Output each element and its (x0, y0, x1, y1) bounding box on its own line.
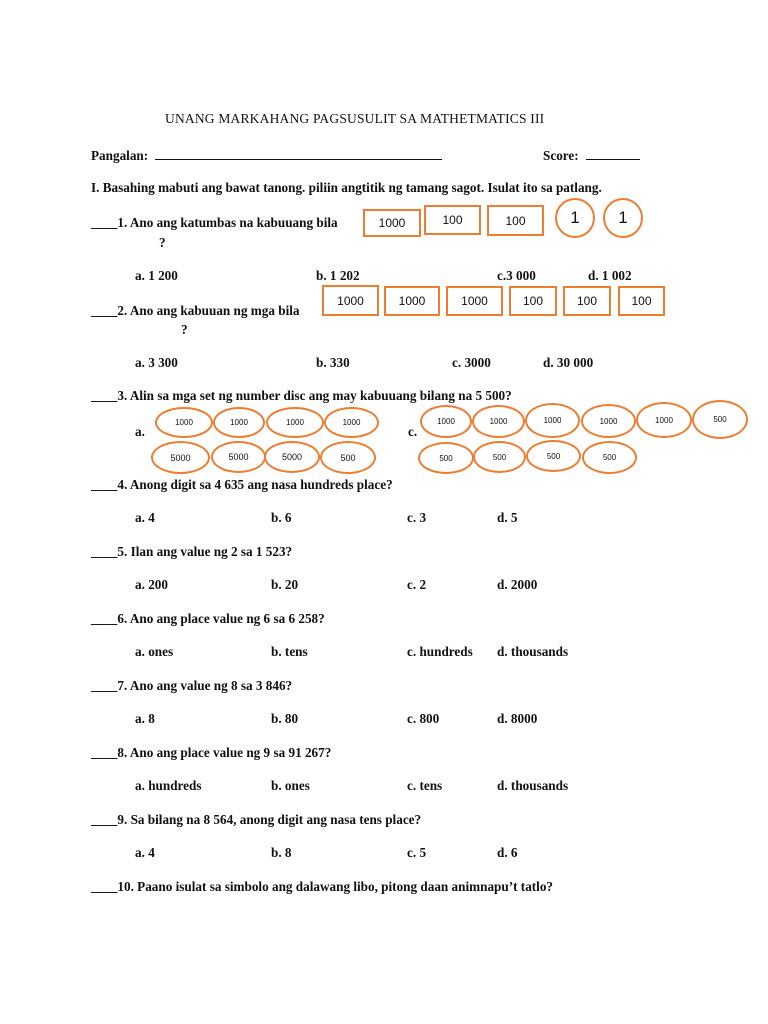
disc-1000: 1000 (266, 407, 324, 438)
choice-a[interactable]: a. ones (135, 644, 174, 659)
question-2 (91, 304, 300, 317)
name-line[interactable] (91, 148, 442, 162)
choice-c[interactable]: c. 3 (407, 510, 427, 525)
choice-b[interactable]: b. 80 (271, 711, 299, 726)
disc-1000: 1000 (472, 405, 525, 438)
choice-c[interactable]: c. 800 (407, 711, 440, 726)
choice-d[interactable]: d. 5 (497, 510, 518, 525)
block-1000: 1000 (446, 286, 503, 316)
block-100: 100 (424, 205, 481, 235)
block-1000: 1000 (363, 209, 421, 237)
block-100: 100 (509, 286, 557, 316)
question-10 (91, 880, 553, 893)
question-4 (91, 478, 393, 491)
question-text: 7. Ano ang value ng 8 sa 3 846? (117, 678, 293, 693)
choice-a[interactable]: a. 200 (135, 577, 168, 592)
block-100: 100 (487, 205, 544, 236)
choice-b[interactable]: b. 20 (271, 577, 299, 592)
disc-500: 500 (418, 442, 474, 474)
choice-d[interactable]: d. 8000 (497, 711, 538, 726)
disc-1000: 1000 (525, 403, 580, 438)
question-8 (91, 746, 331, 759)
choice-b[interactable]: b. 6 (271, 510, 292, 525)
question-6 (91, 612, 325, 625)
disc-1000: 1000 (155, 407, 213, 438)
choice-b[interactable]: b. 1 202 (316, 268, 360, 283)
choice-c[interactable]: c. tens (407, 778, 443, 793)
question-text: 2. Ano ang kabuuan ng mga bila (117, 303, 300, 318)
question-2-cont: ? (181, 322, 188, 337)
question-5 (91, 545, 292, 558)
choice-a[interactable]: a. 1 200 (135, 268, 178, 283)
question-text: 5. Ilan ang value ng 2 sa 1 523? (117, 544, 293, 559)
choice-c[interactable]: c. 2 (407, 577, 427, 592)
choice-a[interactable]: a. hundreds (135, 778, 202, 793)
name-blank[interactable] (155, 148, 442, 160)
choice-b[interactable]: b. tens (271, 644, 308, 659)
choice-d[interactable]: d. 2000 (497, 577, 538, 592)
choice-d[interactable]: d. thousands (497, 644, 569, 659)
choice-a[interactable]: a. 3 300 (135, 355, 178, 370)
answer-blank[interactable]: ____ (91, 388, 118, 403)
choice-d[interactable]: d. 6 (497, 845, 518, 860)
answer-blank[interactable]: ____ (91, 303, 118, 318)
answer-blank[interactable]: ____ (91, 611, 118, 626)
question-9 (91, 813, 421, 826)
question-text: 6. Ano ang place value ng 6 sa 6 258? (117, 611, 325, 626)
instructions: I. Basahing mabuti ang bawat tanong. piliin angtitik ng tamang sagot. Isulat ito sa patlang. (91, 180, 602, 195)
question-7 (91, 679, 292, 692)
choice-d[interactable]: d. 1 002 (588, 268, 632, 283)
question-text: 1. Ano ang katumbas na kabuuang bila (117, 215, 338, 230)
disc-1000: 1000 (636, 402, 692, 438)
choice-a[interactable]: a. 8 (135, 711, 155, 726)
choice-c[interactable]: c. 5 (407, 845, 427, 860)
disc-5000: 5000 (211, 441, 266, 473)
choice-c[interactable]: c. (408, 424, 418, 439)
choice-a[interactable]: a. (135, 424, 145, 439)
disc-1000: 1000 (581, 404, 636, 438)
choice-c[interactable]: c. 3000 (452, 355, 491, 370)
block-100: 100 (618, 286, 665, 316)
answer-blank[interactable]: ____ (91, 544, 118, 559)
disc-1000: 1000 (420, 405, 472, 438)
disc-500: 500 (692, 400, 748, 439)
answer-blank[interactable]: ____ (91, 215, 118, 230)
score-label: Score: (543, 148, 579, 163)
choice-c[interactable]: c.3 000 (497, 268, 536, 283)
answer-blank[interactable]: ____ (91, 812, 118, 827)
choice-b[interactable]: b. ones (271, 778, 310, 793)
block-1000: 1000 (322, 285, 379, 316)
score-blank[interactable] (586, 148, 640, 160)
answer-blank[interactable]: ____ (91, 745, 118, 760)
question-text: 8. Ano ang place value ng 9 sa 91 267? (117, 745, 332, 760)
choice-d[interactable]: d. thousands (497, 778, 569, 793)
score-line[interactable] (543, 148, 640, 162)
answer-blank[interactable]: ____ (91, 678, 118, 693)
choice-d[interactable]: d. 30 000 (543, 355, 594, 370)
choice-c[interactable]: c. hundreds (407, 644, 473, 659)
choice-a[interactable]: a. 4 (135, 510, 155, 525)
disc-1000: 1000 (324, 407, 379, 438)
disc-5000: 5000 (264, 441, 320, 473)
disc-one: 1 (603, 198, 643, 238)
choice-a[interactable]: a. 4 (135, 845, 155, 860)
answer-blank[interactable]: ____ (91, 477, 118, 492)
question-text: 10. Paano isulat sa simbolo ang dalawang libo, pitong daan animnapu’t tatlo? (117, 879, 554, 894)
disc-500: 500 (582, 441, 637, 474)
question-1-cont: ? (159, 235, 166, 250)
disc-500: 500 (320, 441, 376, 474)
disc-one: 1 (555, 198, 595, 238)
name-label: Pangalan: (91, 148, 149, 163)
disc-500: 500 (526, 440, 581, 472)
disc-5000: 5000 (151, 441, 210, 474)
choice-b[interactable]: b. 330 (316, 355, 350, 370)
answer-blank[interactable]: ____ (91, 879, 118, 894)
block-1000: 1000 (384, 286, 440, 316)
choice-b[interactable]: b. 8 (271, 845, 292, 860)
question-text: 3. Alin sa mga set ng number disc ang may kabuuang bilang na 5 500? (117, 388, 512, 403)
page-title: UNANG MARKAHANG PAGSUSULIT SA MATHETMATICS III (165, 111, 545, 126)
disc-500: 500 (473, 441, 526, 473)
disc-1000: 1000 (213, 407, 265, 438)
question-1 (91, 216, 338, 229)
block-100: 100 (563, 286, 611, 316)
question-text: 9. Sa bilang na 8 564, anong digit ang nasa tens place? (117, 812, 422, 827)
question-text: 4. Anong digit sa 4 635 ang nasa hundreds place? (117, 477, 393, 492)
question-3 (91, 389, 512, 402)
